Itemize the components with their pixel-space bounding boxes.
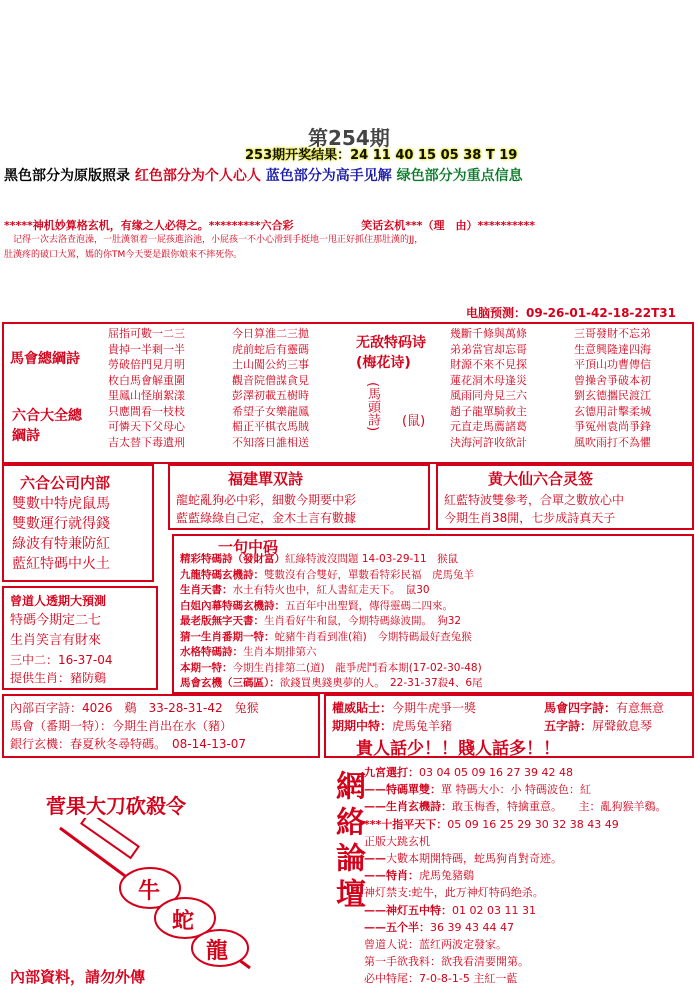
yiju-line bbox=[180, 599, 483, 615]
six-company-line: 藍紅特碼中火土 bbox=[12, 556, 110, 572]
fujian-line1: 龍蛇亂狗必中彩，細數今期要中彩 bbox=[176, 493, 357, 507]
neibu-box bbox=[2, 694, 320, 758]
poem-line: 不知落日誰相送 bbox=[232, 435, 309, 449]
fruit-1: 牛 bbox=[138, 879, 161, 904]
yiju-line-label: 生肖天書： bbox=[180, 584, 233, 596]
yiju-line-label: 精彩特碼詩（發財富） bbox=[180, 553, 285, 565]
net-forum-lines bbox=[364, 764, 667, 988]
poem-label-2: 六合大全總綱詩 bbox=[12, 408, 82, 444]
yiju-line bbox=[180, 645, 483, 661]
net-forum-line-text: 單 特碼大小：小 特碼波色：紅 bbox=[441, 783, 591, 797]
poem-line: 勞破倍門見月明 bbox=[108, 358, 185, 371]
yiju-line-label: 白姐內幕特碼玄機詩： bbox=[180, 599, 285, 612]
dadao-title: 菅果大刀砍殺令 bbox=[46, 794, 186, 818]
poem-line: 虎前蛇后有靈碼 bbox=[232, 342, 309, 356]
yiju-line-text: 紅綠特波沒問題 14-03-29-11 猴鼠 bbox=[285, 553, 459, 565]
huangdaxian-title: 黄大仙六合灵签 bbox=[488, 470, 594, 488]
rat-label: (鼠) bbox=[402, 414, 426, 429]
net-forum-line bbox=[364, 867, 667, 884]
fujian-line2: 藍藍綠綠自己定，金木土言有數據 bbox=[176, 511, 357, 525]
poem-line: 三哥發財不忘弟 bbox=[574, 327, 651, 340]
poem-line: 蓮花洞木母逢災 bbox=[450, 373, 527, 387]
yiju-line-label: 九龍特碼玄機詩： bbox=[180, 568, 264, 581]
poem-line: 爭冤州袁尚爭鋒 bbox=[574, 420, 651, 433]
yiju-line-label: 最老版無字天書： bbox=[180, 615, 264, 627]
dao-ren-line3: 三中二：16-37-04 bbox=[10, 653, 113, 667]
poem-line: 屈指可數一二三 bbox=[108, 327, 185, 340]
poem-line: 生意興隆達四海 bbox=[574, 342, 651, 356]
fruit-3: 龍 bbox=[206, 939, 229, 964]
net-forum-line-text: 敢玉梅香，特擒重意。 主：亂狗猴羊鷄。 bbox=[452, 800, 667, 814]
poem-line: 貴掉一半剩一半 bbox=[108, 342, 185, 356]
net-forum-line bbox=[364, 936, 667, 953]
six-company-line: 綠波有特兼防紅 bbox=[12, 536, 110, 552]
tips-row1b-text: 有意無意 bbox=[616, 701, 665, 715]
poem-line: 楣正平棋衣馬賊 bbox=[232, 420, 309, 433]
fujian-box bbox=[168, 464, 430, 530]
last-result-label: 253期开奖结果： bbox=[245, 148, 351, 163]
poem-line: 風吹雨打不為懼 bbox=[574, 435, 651, 449]
net-forum-line-label: ——神灯五中特： bbox=[364, 903, 452, 917]
yiju-lines bbox=[180, 552, 483, 692]
net-forum-line bbox=[364, 953, 667, 970]
poem-col-3 bbox=[450, 326, 527, 450]
yiju-line bbox=[180, 630, 483, 646]
poem-line: 平頂山功曹傳信 bbox=[574, 358, 651, 371]
tips-row2b-text: 屏聲斂息琴 bbox=[592, 719, 653, 733]
net-forum-line bbox=[364, 850, 667, 867]
fujian-title: 福建單双詩 bbox=[228, 470, 304, 488]
yiju-line-text: 今期生肖排第二(道) 龍爭虎鬥看本期(17-02-30-48) bbox=[232, 661, 482, 674]
dao-ren-line1: 特碼今期定二七 bbox=[10, 613, 102, 628]
tips-row2b-label: 五字詩： bbox=[544, 719, 593, 733]
net-forum-title: 網絡論壇 bbox=[330, 770, 365, 914]
last-result bbox=[245, 144, 517, 163]
poem-line: 枚白馬會解重圍 bbox=[108, 373, 185, 387]
yiju-line-text: 雙數沒有合雙好，單數看特彩民福 虎馬兔羊 bbox=[264, 568, 474, 581]
yiju-line-label: 馬會玄機（三碼區）： bbox=[180, 677, 280, 689]
huangdaxian-box bbox=[436, 464, 694, 530]
yiju-line-text: 生肖看好牛和鼠，今期特碼綠波開。 狗32 bbox=[264, 615, 462, 627]
net-forum-line bbox=[364, 798, 667, 815]
six-company-box bbox=[2, 464, 154, 582]
poem-line: 風雨同舟見三六 bbox=[450, 389, 527, 402]
net-forum-line-label: ——五个半： bbox=[364, 920, 430, 934]
yiju-line bbox=[180, 676, 483, 692]
huangdaxian-line1: 紅藍特波雙參考，合單之數放心中 bbox=[444, 493, 625, 507]
tips-row2-label: 期期中特： bbox=[332, 719, 393, 733]
six-company-line: 雙數運行就得錢 bbox=[12, 516, 110, 532]
yiju-line bbox=[180, 568, 483, 584]
poem-line: 劉玄德攜民渡江 bbox=[574, 389, 651, 402]
net-forum-line-text: 大數本期開特碼，蛇馬狗肖對奇迹。 bbox=[386, 852, 562, 866]
net-forum-line-text: 必中特尾：7-0-8-1-5 主紅一藍 bbox=[364, 972, 518, 986]
last-result-numbers: 24 11 40 15 05 38 T 19 bbox=[350, 148, 518, 163]
neibu-line2: 馬會（番期一特）：今期生肖出在水（豬） bbox=[10, 719, 233, 733]
yiju-box bbox=[172, 534, 694, 694]
tips-slogan: 貴人話少！！賤人話多！！ bbox=[356, 739, 560, 759]
neibu-line3: 銀行玄機：春夏秋冬尋特碼。 08-14-13-07 bbox=[10, 737, 247, 751]
net-forum-line-text: 神灯禁支:蛇牛，此万神灯特码绝杀。 bbox=[364, 886, 544, 900]
poem-line: 今日算淮二三拋 bbox=[232, 327, 309, 340]
net-forum-line bbox=[364, 781, 667, 798]
yiju-line bbox=[180, 583, 483, 599]
mid-subtitle: (梅花诗) bbox=[356, 355, 411, 371]
poem-line: 決海河許收欲計 bbox=[450, 435, 527, 449]
poem-label-1: 馬會總綱詩 bbox=[10, 351, 80, 367]
net-forum-line-label: ——生肖玄機詩： bbox=[364, 800, 452, 814]
dadao-footer: 內部資料，請勿外傳 bbox=[10, 968, 146, 986]
poem-line: 彭澤初載五樹時 bbox=[232, 389, 309, 402]
issue-title: 第254期 bbox=[308, 126, 390, 150]
intro-line3: 肚漢疼的破口大罵，媽的你TM今天要是跟你娘來不摔死你。 bbox=[4, 250, 243, 260]
poem-col-4 bbox=[574, 326, 651, 450]
net-forum-line-label: —— bbox=[364, 852, 386, 866]
net-forum-line bbox=[364, 833, 667, 850]
net-forum-line bbox=[364, 884, 667, 901]
poem-col-2 bbox=[232, 326, 309, 450]
tips-row1-text: 今期牛虎爭一獎 bbox=[392, 701, 477, 715]
net-forum-line-label: ***十指平天下： bbox=[364, 817, 448, 831]
mid-title: 无敌特码诗 bbox=[356, 335, 426, 351]
net-forum-line bbox=[364, 764, 667, 781]
net-forum-line-label: ——特肖： bbox=[364, 869, 419, 883]
net-forum-line bbox=[364, 902, 667, 919]
poem-col-1 bbox=[108, 326, 185, 450]
huangdaxian-line2: 今期生肖38開，七步成詩真天子 bbox=[444, 511, 616, 525]
dao-ren-line4: 提供生肖：豬防鷄 bbox=[10, 671, 107, 685]
poem-line: 吉太替下毒遺刑 bbox=[108, 435, 185, 449]
yiju-title: 一句中码 bbox=[218, 538, 279, 556]
intro-line2: 记得一次去洛查泡澡，一肚漢領着一屁孩進浴池，小屁孩一不小心滑到手挺地一甩正好抓住那肚漢的JJ， bbox=[4, 235, 424, 245]
six-company-lines bbox=[12, 494, 110, 574]
yiju-line-label: 本期一特： bbox=[180, 661, 233, 674]
poem-line: 財源不來不見探 bbox=[450, 358, 527, 371]
legend-blue: 蓝色部分为高手见解 bbox=[265, 168, 392, 184]
horse-poem-label: (馬頭詩) bbox=[365, 382, 380, 432]
yiju-line-text: 欲錢買奧錢奧夢的人。 22-31-37殺4、6尾 bbox=[279, 677, 483, 689]
net-forum-line-text: 36 39 43 44 47 bbox=[430, 920, 514, 934]
net-forum-line bbox=[364, 970, 667, 987]
poem-line: 土山闖公約三事 bbox=[232, 358, 309, 371]
net-forum-line-text: 第一手欲我料：欲我看清要開第。 bbox=[364, 955, 529, 969]
six-company-line: 雙數中特虎鼠馬 bbox=[12, 496, 110, 512]
color-legend bbox=[4, 165, 523, 185]
yiju-line bbox=[180, 614, 483, 630]
tips-row1-label: 權威貼士： bbox=[332, 701, 393, 715]
net-forum-line-text: 05 09 16 25 29 30 32 38 43 49 bbox=[447, 817, 619, 831]
poem-line: 觀音院僧謀貪見 bbox=[232, 373, 309, 387]
poem-line: 里鳳山怪崩絮漾 bbox=[108, 389, 185, 402]
legend-black: 黑色部分为原版照录 bbox=[4, 168, 130, 184]
intro-right: 笑话玄机***（理 由）********** bbox=[361, 219, 536, 232]
net-forum-line-text: 01 02 03 11 31 bbox=[452, 903, 536, 917]
poem-line: 弟弟當官却忘哥 bbox=[450, 342, 527, 356]
legend-green: 绿色部分为重点信息 bbox=[396, 168, 523, 184]
poem-line: 趙子龍單騎救主 bbox=[450, 404, 527, 418]
net-forum-line-label: 九宮選打： bbox=[364, 766, 419, 779]
poem-line: 希望子女樂龍鳳 bbox=[232, 404, 309, 418]
dao-ren-line2: 生肖笑言有財來 bbox=[10, 633, 102, 648]
poem-line: 幾斷千條與萬條 bbox=[450, 327, 527, 340]
tips-row1b-label: 馬會四字詩： bbox=[544, 701, 617, 715]
yiju-line bbox=[180, 661, 483, 677]
net-forum-line-text: 正版大跳玄机 bbox=[364, 834, 430, 848]
dao-ren-title: 曾道人透期大預測 bbox=[10, 594, 107, 608]
poem-line: 只應間看一枝枝 bbox=[108, 404, 185, 418]
intro-block bbox=[4, 218, 694, 263]
poem-line: 元直走馬薦諸葛 bbox=[450, 420, 527, 433]
poem-line: 可憐天下父母心 bbox=[108, 420, 185, 433]
poem-line: 玄德用計擊柔城 bbox=[574, 404, 651, 418]
tips-box bbox=[324, 694, 694, 758]
net-forum-line-text: 虎馬兔豬鷄 bbox=[419, 869, 474, 883]
yiju-line-text: 生肖本期排第六 bbox=[243, 646, 317, 658]
legend-red: 红色部分为个人心人 bbox=[134, 168, 261, 184]
yiju-line-text: 五百年中出聖賢，傳得靈碼二四來。 bbox=[285, 599, 453, 612]
intro-left: *****神机妙算格玄机，有缘之人必得之。*********六合彩 bbox=[4, 219, 294, 232]
six-company-title: 六合公司内部 bbox=[20, 474, 111, 492]
net-forum-line-label: ——特碼單雙： bbox=[364, 783, 441, 797]
poem-box bbox=[2, 322, 694, 464]
dao-ren-box bbox=[2, 586, 158, 690]
net-forum-line-text: 曾道人说：蓝红两波定發家。 bbox=[364, 938, 507, 952]
yiju-line-text: 蛇豬牛肖看到准(箱) 今期特碼最好查兔猴 bbox=[274, 630, 472, 643]
poem-line: 曾操舍爭破本初 bbox=[574, 373, 651, 387]
neibu-line1: 內部百字詩：4026 鷄 33-28-31-42 兔猴 bbox=[10, 701, 259, 715]
fruit-2: 蛇 bbox=[172, 909, 195, 934]
net-forum-line bbox=[364, 919, 667, 936]
computer-prediction: 电脑预测：09-26-01-42-18-22T31 bbox=[466, 306, 676, 320]
tips-row2-text: 虎馬兔羊豬 bbox=[392, 719, 453, 733]
yiju-line bbox=[180, 552, 483, 568]
yiju-line-label: 猜一生肖番期一特： bbox=[180, 630, 275, 643]
yiju-line-label: 水格特碼詩： bbox=[180, 646, 243, 658]
net-forum-line bbox=[364, 816, 667, 833]
net-forum-line-text: 03 04 05 09 16 27 39 42 48 bbox=[419, 766, 573, 779]
yiju-line-text: 水土有特火也中，紅人書紅走天下。 鼠30 bbox=[232, 584, 430, 596]
